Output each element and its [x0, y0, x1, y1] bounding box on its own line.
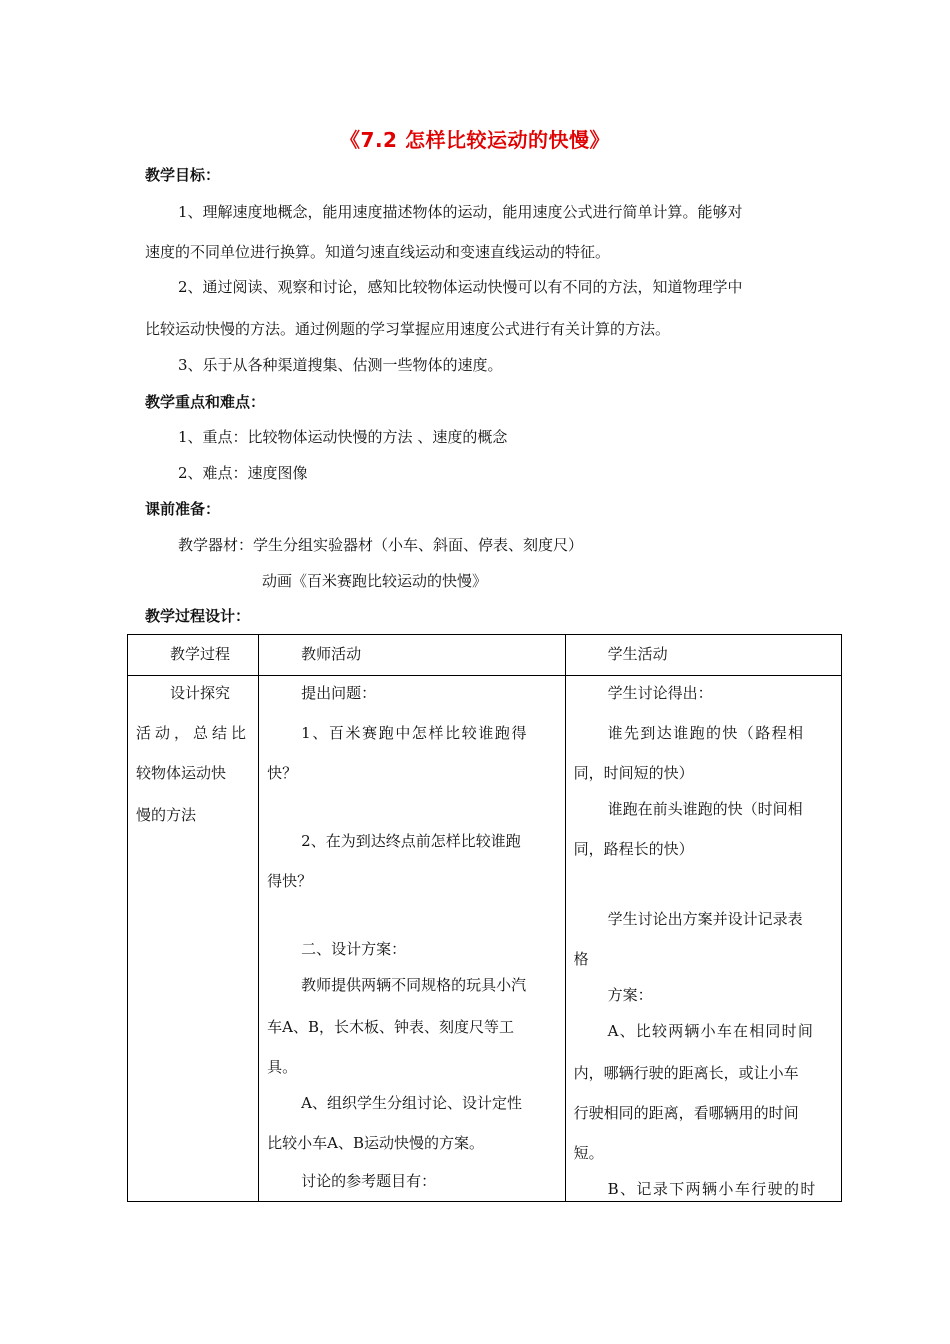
process-table: [127, 634, 842, 1202]
teacher-line: 教师提供两辆不同规格的玩具小汽: [301, 976, 527, 994]
process-line-1: 设计探究: [170, 684, 231, 702]
goal-1-line-2: 速度的不同单位进行换算。知道匀速直线运动和变速直线运动的特征。: [145, 243, 611, 261]
process-cell: [128, 676, 258, 1201]
goal-2-line-2: 比较运动快慢的方法。通过例题的学习掌握应用速度公式进行有关计算的方法。: [145, 320, 671, 338]
process-line-4: 慢的方法: [136, 806, 197, 824]
header-process: 教学过程: [170, 645, 231, 663]
process-heading: 教学过程设计：: [145, 607, 251, 625]
table-row: [128, 676, 842, 1202]
student-line: 内，哪辆行驶的距离长，或让小车: [573, 1064, 799, 1082]
key-point-2: 2、难点：速度图像: [178, 464, 308, 482]
student-line: 谁跑在前头谁跑的快（时间相: [607, 800, 803, 818]
teacher-line: 得快？: [267, 872, 313, 890]
student-line: 方案：: [607, 986, 653, 1004]
prep-animation: 动画《百米赛跑比较运动的快慢》: [262, 572, 488, 590]
prep-materials: 教学器材：学生分组实验器材（小车、斜面、停表、刻度尺）: [178, 536, 584, 554]
key-points-heading: 教学重点和难点：: [145, 393, 266, 411]
goal-3: 3、乐于从各种渠道搜集、估测一些物体的速度。: [178, 356, 503, 374]
goals-heading: 教学目标：: [145, 166, 221, 184]
teacher-line: 讨论的参考题目有：: [301, 1172, 437, 1190]
student-line: 学生讨论出方案并设计记录表: [607, 910, 803, 928]
teacher-line: 车A、B，长木板、钟表、刻度尺等工: [267, 1018, 515, 1036]
student-line: 学生讨论得出：: [607, 684, 713, 702]
teacher-line: 2、在为到达终点前怎样比较谁跑: [301, 832, 521, 850]
teacher-cell: [259, 676, 564, 1201]
prep-heading: 课前准备：: [145, 500, 221, 518]
student-line: 同，路程长的快）: [573, 840, 694, 858]
student-line: 同，时间短的快）: [573, 764, 694, 782]
teacher-line: 比较小车A、B运动快慢的方案。: [267, 1134, 485, 1152]
student-line: 短。: [573, 1144, 604, 1162]
process-line-2: 活动，总结比: [136, 724, 251, 742]
table-header-row: [128, 635, 842, 676]
student-line: 谁先到达谁跑的快（路程相: [607, 724, 805, 742]
goal-1-line-1: 1、理解速度地概念，能用速度描述物体的运动，能用速度公式进行简单计算。能够对: [178, 203, 743, 221]
header-student: 学生活动: [607, 645, 668, 663]
key-point-1: 1、重点：比较物体运动快慢的方法 、速度的概念: [178, 428, 508, 446]
teacher-line: A、组织学生分组讨论、设计定性: [301, 1094, 523, 1112]
header-teacher: 教师活动: [301, 645, 362, 663]
teacher-line: 提出问题：: [301, 684, 377, 702]
student-line: B、记录下两辆小车行驶的时: [607, 1180, 817, 1198]
goal-2-line-1: 2、通过阅读、观察和讨论，感知比较物体运动快慢可以有不同的方法，知道物理学中: [178, 278, 743, 296]
process-line-3: 较物体运动快: [136, 764, 227, 782]
teacher-line: 二、设计方案：: [301, 940, 407, 958]
page-title: 《7.2 怎样比较运动的快慢》: [340, 128, 610, 152]
teacher-line: 1、百米赛跑中怎样比较谁跑得: [301, 724, 529, 742]
student-line: 格: [573, 950, 589, 968]
student-line: 行驶相同的距离，看哪辆用的时间: [573, 1104, 799, 1122]
student-cell: [566, 676, 841, 1201]
teacher-line: 快？: [267, 764, 298, 782]
teacher-line: 具。: [267, 1058, 298, 1076]
student-line: A、比较两辆小车在相同时间: [607, 1022, 815, 1040]
